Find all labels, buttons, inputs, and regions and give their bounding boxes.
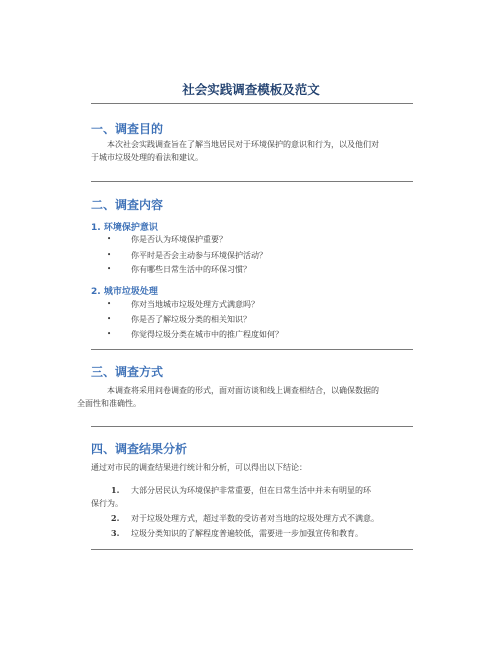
section-heading-purpose: 一、调查目的 bbox=[91, 122, 164, 136]
bullet-icon: • bbox=[107, 265, 112, 273]
bullet-icon: • bbox=[107, 300, 112, 308]
document-title: 社会实践调查模板及范文 bbox=[182, 82, 320, 97]
section-heading-results: 四、调查结果分析 bbox=[91, 442, 188, 456]
numbered-item: 对于垃圾处理方式，超过半数的受访者对当地的垃圾处理方式不满意。 bbox=[131, 514, 379, 523]
list-number: 1. bbox=[111, 485, 120, 495]
bullet-icon: • bbox=[107, 330, 112, 338]
bullet-icon: • bbox=[107, 251, 112, 259]
paragraph-method-line1: 本调查将采用问卷调查的形式，面对面访谈和线上调查相结合，以确保数据的 bbox=[107, 386, 379, 395]
section-heading-content: 二、调查内容 bbox=[91, 198, 164, 212]
numbered-item-continuation: 保行为。 bbox=[91, 499, 123, 508]
paragraph-purpose-line2: 于城市垃圾处理的看法和建议。 bbox=[91, 153, 203, 162]
paragraph-method-line2: 全面性和准确性。 bbox=[77, 399, 141, 408]
subsection-heading-garbage: 2. 城市垃圾处理 bbox=[91, 287, 158, 297]
divider bbox=[91, 181, 413, 182]
list-item: 你是否认为环境保护重要？ bbox=[131, 235, 227, 244]
numbered-item: 垃圾分类知识的了解程度普遍较低，需要进一步加强宣传和教育。 bbox=[131, 529, 363, 538]
divider bbox=[91, 103, 413, 104]
list-item: 你有哪些日常生活中的环保习惯？ bbox=[131, 265, 251, 274]
list-item: 你对当地城市垃圾处理方式满意吗？ bbox=[131, 300, 259, 309]
list-number: 2. bbox=[111, 513, 120, 523]
divider bbox=[91, 549, 413, 550]
paragraph-purpose-line1: 本次社会实践调查旨在了解当地居民对于环境保护的意识和行为，以及他们对 bbox=[107, 140, 379, 149]
list-item: 你平时是否会主动参与环境保护活动？ bbox=[131, 251, 267, 260]
list-item: 你是否了解垃圾分类的相关知识？ bbox=[131, 315, 251, 324]
bullet-icon: • bbox=[107, 235, 112, 243]
subsection-heading-awareness: 1. 环境保护意识 bbox=[91, 223, 158, 233]
section-heading-method: 三、调查方式 bbox=[91, 365, 164, 379]
list-item: 你觉得垃圾分类在城市中的推广程度如何？ bbox=[131, 330, 283, 339]
divider bbox=[91, 349, 413, 350]
divider bbox=[91, 426, 413, 427]
list-number: 3. bbox=[111, 528, 120, 538]
numbered-item: 大部分居民认为环境保护非常重要，但在日常生活中并未有明显的环 bbox=[131, 486, 371, 495]
bullet-icon: • bbox=[107, 315, 112, 323]
paragraph-results-intro: 通过对市民的调查结果进行统计和分析，可以得出以下结论： bbox=[91, 463, 307, 472]
